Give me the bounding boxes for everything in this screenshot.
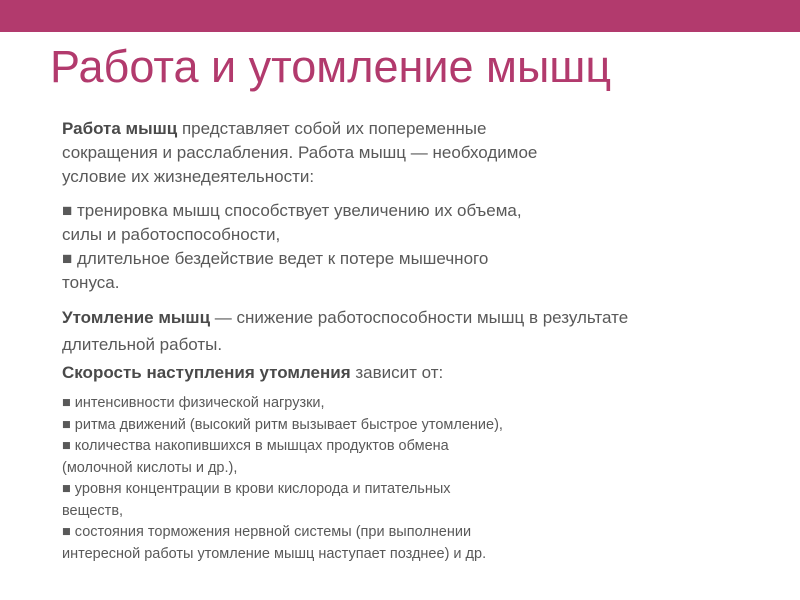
list-item: ■ состояния торможения нервной системы (при выполнении: [62, 524, 472, 540]
term-fatigue-speed: Скорость наступления утомления: [62, 363, 351, 382]
paragraph-line: условие их жизнедеятельности:: [62, 167, 315, 186]
list-item: интересной работы утомление мышц наступает позднее) и др.: [62, 545, 487, 562]
paragraph-text: представляет собой их попеременные: [177, 119, 487, 138]
list-item: веществ,: [62, 502, 124, 519]
factors-list: [62, 393, 503, 565]
top-accent-bar: [0, 0, 800, 32]
paragraph-line: сокращения и расслабления. Работа мышц — необходимое: [62, 143, 538, 162]
list-item: ■ уровня концентрации в крови кислорода и питательных: [62, 481, 451, 497]
term-muscle-fatigue: Утомление мышц: [62, 308, 211, 327]
paragraph-fatigue-speed: [62, 361, 443, 385]
list-item: ■ длительное бездействие ведет к потере мышечного: [62, 249, 489, 268]
paragraph-text: зависит от:: [350, 363, 444, 382]
paragraph-line: [62, 361, 443, 385]
list-item: ■ тренировка мышц способствует увеличению их объема,: [62, 201, 522, 220]
paragraph-line: [62, 117, 537, 141]
list-item: ■ количества накопившихся в мышцах продуктов обмена: [62, 438, 449, 454]
list-item: ■ ритма движений (высокий ритм вызывает быстрое утомление),: [62, 416, 503, 433]
paragraph-muscle-work: [62, 117, 537, 189]
paragraph-line: [62, 304, 628, 331]
slide-title: Работа и утомление мышц: [50, 41, 612, 92]
paragraph-text: — снижение работоспособности мышц в результате: [210, 308, 629, 327]
term-muscle-work: Работа мышц: [62, 119, 178, 138]
paragraph-line: длительной работы.: [62, 335, 223, 354]
paragraph-fatigue: [62, 304, 628, 358]
list-item: силы и работоспособности,: [62, 225, 281, 244]
list-item: (молочной кислоты и др.),: [62, 459, 238, 476]
training-list: [62, 199, 522, 295]
list-item: тонуса.: [62, 273, 120, 292]
list-item: ■ интенсивности физической нагрузки,: [62, 395, 325, 411]
